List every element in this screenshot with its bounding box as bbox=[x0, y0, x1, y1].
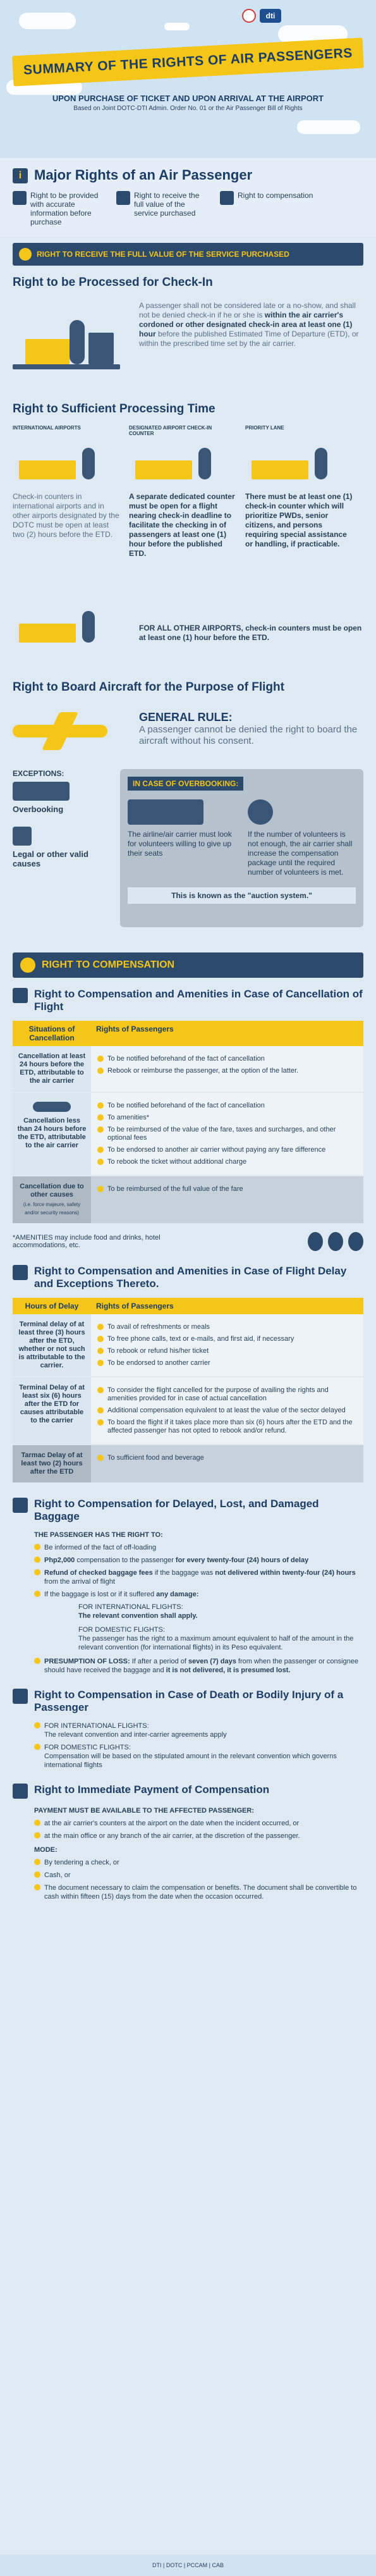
rights-cell bbox=[91, 1176, 363, 1223]
list-item: To be endorsed to another carrier bbox=[97, 1359, 357, 1367]
clock-icon bbox=[13, 1265, 28, 1280]
situation-cell: Terminal Delay of at least six (6) hours after the ETD for causes attributable to the carrier bbox=[13, 1377, 91, 1444]
death-header bbox=[13, 1689, 363, 1714]
table-row bbox=[13, 1176, 363, 1224]
list-item: Refund of checked baggage fees if the baggage was not delivered within twenty-four (24) hours from the arrival of flight bbox=[34, 1568, 363, 1586]
counter-illustration bbox=[19, 460, 76, 479]
counter-illustration bbox=[25, 339, 70, 364]
list-item: Rebook or reimburse the passenger, at the option of the latter. bbox=[97, 1067, 357, 1075]
list-item: To rebook or refund his/her ticket bbox=[97, 1347, 357, 1355]
airplane-icon bbox=[33, 1102, 71, 1112]
list-item: Php2,000 compensation to the passenger for every twenty-four (24) hours of delay bbox=[34, 1556, 363, 1565]
death-body bbox=[34, 1722, 363, 1770]
person-icon bbox=[198, 448, 211, 479]
bullet-icon bbox=[97, 1159, 104, 1165]
boarding-section bbox=[0, 681, 376, 952]
dti-logo: dti bbox=[260, 9, 281, 23]
processing-columns bbox=[13, 492, 363, 558]
major-rights-title: Major Rights of an Air Passenger bbox=[34, 167, 253, 183]
checkbox-icon bbox=[220, 191, 234, 205]
bullet-icon bbox=[97, 1407, 104, 1414]
intl-baggage-text: The relevant convention shall apply. bbox=[78, 1612, 198, 1620]
column-header: Situations of Cancellation bbox=[28, 1025, 75, 1042]
person-icon bbox=[82, 611, 95, 643]
checkbox-icon bbox=[13, 191, 27, 205]
list-item: Additional compensation equivalent to at least the value of the sector delayed bbox=[97, 1407, 357, 1415]
checkbox-icon bbox=[116, 191, 130, 205]
cancellation-table-head bbox=[13, 1021, 363, 1046]
processing-illustrations bbox=[13, 441, 363, 486]
counter-illustration bbox=[252, 460, 308, 479]
compensation-bar bbox=[13, 952, 363, 978]
payment-section bbox=[0, 1784, 376, 1901]
bullet-icon bbox=[97, 1114, 104, 1121]
situation-cell: Cancellation less than 24 hours before the ETD, attributable to the air carrier bbox=[13, 1093, 91, 1175]
document-icon bbox=[34, 1884, 40, 1890]
payment-icon bbox=[13, 1784, 28, 1799]
baggage-section bbox=[0, 1498, 376, 1675]
general-rule-text: A passenger cannot be denied the right to board the aircraft without his consent. bbox=[139, 724, 358, 746]
dom-baggage bbox=[78, 1625, 363, 1652]
bullet-icon bbox=[34, 1569, 40, 1575]
list-item: To sufficient food and beverage bbox=[97, 1454, 357, 1462]
situation-cell: Tarmac Delay of at least two (2) hours after the ETD bbox=[13, 1445, 91, 1482]
person-icon bbox=[82, 448, 95, 479]
exceptions-list bbox=[13, 782, 107, 868]
basis-text: Based on Joint DOTC-DTI Admin. Order No. 01 or the Air Passenger Bill of Rights bbox=[73, 105, 303, 112]
general-rule bbox=[139, 711, 363, 747]
list-item: If the baggage is lost or if it suffered any damage: bbox=[34, 1590, 363, 1599]
list-item: By tendering a check, or bbox=[34, 1858, 363, 1867]
table-row bbox=[13, 1093, 363, 1176]
page-title: SUMMARY OF THE RIGHTS OF AIR PASSENGERS bbox=[23, 46, 353, 78]
priority-lane-text: There must be at least one (1) check-in counter which will prioritize PWDs, senior citizens, and persons requiring special assistance or handling, if practicable. bbox=[245, 492, 353, 548]
bullet-icon bbox=[97, 1360, 104, 1366]
delay-table bbox=[13, 1298, 363, 1484]
rights-cell bbox=[91, 1046, 363, 1092]
dom-baggage-title: FOR DOMESTIC FLIGHTS: bbox=[78, 1626, 165, 1634]
boarding-title: Right to Board Aircraft for the Purpose of Flight bbox=[13, 681, 284, 694]
overbooking-label: Overbooking bbox=[13, 804, 64, 814]
column-header: Rights of Passengers bbox=[96, 1302, 174, 1310]
info-icon: i bbox=[13, 168, 28, 183]
delay-section bbox=[0, 1265, 376, 1484]
subtitle: UPON PURCHASE OF TICKET AND UPON ARRIVAL AT THE AIRPORT bbox=[52, 94, 324, 103]
checkin-text: A passenger shall not be considered late or a no-show, and shall not be denied check-in if he or she is within the air carrier's cordoned or other designated check-in area at least one (1) hour before the published Estimated Time of Departure (ETD), or within the prescribed time set by the air carrier. bbox=[139, 301, 359, 348]
processing-section bbox=[0, 402, 376, 681]
counter-illustration bbox=[19, 624, 76, 643]
situation-cell: Cancellation due to other causes (i.e. force majeure, safety and/or security reasons) bbox=[13, 1176, 91, 1223]
bullet-icon bbox=[97, 1348, 104, 1354]
delay-header bbox=[13, 1265, 363, 1290]
bullet-icon bbox=[34, 1820, 40, 1826]
other-airports-text: FOR ALL OTHER AIRPORTS, check-in counters must be open at least one (1) hour before the ETD. bbox=[139, 624, 362, 642]
international-label: INTERNATIONAL AIRPORTS bbox=[13, 425, 81, 431]
bullet-icon bbox=[97, 1147, 104, 1153]
major-rights bbox=[0, 158, 376, 237]
list-item: at the air carrier's counters at the airport on the date when the incident occurred, or bbox=[34, 1819, 363, 1828]
luggage-icon bbox=[88, 333, 114, 364]
wheelchair-icon bbox=[315, 448, 327, 479]
legal-document-icon bbox=[13, 827, 32, 846]
processing-title: Right to Sufficient Processing Time bbox=[13, 402, 215, 416]
list-item: To amenities* bbox=[97, 1114, 357, 1122]
bullet-icon bbox=[97, 1186, 104, 1192]
intl-counter-illustration bbox=[13, 441, 120, 486]
list-item: To be reimbursed of the value of the fare, taxes and surcharges, and other optional fees bbox=[97, 1126, 357, 1142]
list-item: at the main office or any branch of the air carrier, at the discretion of the passenger. bbox=[34, 1832, 363, 1840]
rights-cell bbox=[91, 1445, 363, 1482]
checkin-title: Right to be Processed for Check-In bbox=[13, 276, 213, 289]
list-item: Cash, or bbox=[34, 1871, 363, 1880]
dom-baggage-text: The passenger has the right to a maximum amount equivalent to half of the amount in the relevant convention (for international flights) in its Peso equivalent. bbox=[78, 1635, 354, 1651]
list-item: To be notified beforehand of the fact of cancellation bbox=[97, 1102, 357, 1110]
list-item: To avail of refreshments or meals bbox=[97, 1323, 357, 1331]
list-item: To board the flight if it takes place more than six (6) hours after the ETD and the affected passenger has not opted to rebook and/or refund. bbox=[97, 1419, 357, 1435]
seal-logo bbox=[242, 9, 256, 23]
situation-note: (i.e. force majeure, safety and/or security reasons) bbox=[23, 1202, 81, 1216]
delay-title: Right to Compensation and Amenities in Case of Flight Delay and Exceptions Thereto. bbox=[34, 1265, 347, 1290]
list-item: To be endorsed to another air carrier without paying any fare difference bbox=[97, 1146, 357, 1154]
rights-cell bbox=[91, 1314, 363, 1376]
table-row bbox=[13, 1046, 363, 1093]
agency-logos bbox=[242, 9, 281, 23]
situation-cell: Cancellation at least 24 hours before the ETD, attributable to the air carrier bbox=[13, 1046, 91, 1092]
processing-labels bbox=[13, 425, 363, 436]
baggage-body bbox=[34, 1531, 363, 1675]
designated-counter-illustration bbox=[129, 441, 236, 486]
payment-lead: PAYMENT MUST BE AVAILABLE TO THE AFFECTED PASSENGER: bbox=[34, 1807, 254, 1815]
death-section bbox=[0, 1689, 376, 1770]
major-right-item: Right to compensation bbox=[220, 191, 315, 226]
list-item: The document necessary to claim the compensation or benefits. The document shall be convertible to cash within fifteen (15) days from the date when the occasion occurred. bbox=[34, 1883, 363, 1901]
food-icon bbox=[308, 1232, 323, 1251]
list-item: FOR DOMESTIC FLIGHTS: Compensation will be based on the stipulated amount in the relevant convention which governs international flights bbox=[34, 1743, 363, 1770]
list-item: FOR INTERNATIONAL FLIGHTS: The relevant convention and inter-carrier agreements apply bbox=[34, 1722, 363, 1739]
overbooking-steps bbox=[128, 799, 356, 877]
situation-cell: Terminal delay of at least three (3) hours after the ETD, whether or not such is attributable to the carrier. bbox=[13, 1314, 91, 1376]
bullet-icon bbox=[97, 1126, 104, 1133]
overbooking-step: If the number of volunteers is not enough, the air carrier shall increase the compensation package until the required number of volunteers is met. bbox=[248, 799, 355, 877]
major-rights-list bbox=[13, 191, 363, 226]
calendar-icon bbox=[13, 988, 28, 1003]
bullet-icon bbox=[97, 1455, 104, 1461]
amenity-icons bbox=[308, 1232, 363, 1251]
payment-body bbox=[34, 1806, 363, 1901]
bullet-icon bbox=[97, 1056, 104, 1062]
counter-illustration bbox=[135, 460, 192, 479]
legal-label: Legal or other valid causes bbox=[13, 849, 88, 868]
major-right-item: Right to receive the full value of the service purchased bbox=[116, 191, 211, 226]
cash-icon bbox=[34, 1871, 40, 1878]
priority-label: PRIORITY LANE bbox=[245, 425, 284, 431]
checkin-section bbox=[0, 276, 376, 402]
list-item: To rebook the ticket without additional charge bbox=[97, 1158, 357, 1166]
cloud bbox=[297, 120, 360, 134]
bullet-icon bbox=[34, 1744, 40, 1750]
bullet-icon bbox=[97, 1324, 104, 1330]
bullet-icon bbox=[34, 1722, 40, 1729]
bullet-icon bbox=[34, 1832, 40, 1839]
bullet-icon bbox=[97, 1387, 104, 1393]
table-row bbox=[13, 1445, 363, 1484]
full-value-label: RIGHT TO RECEIVE THE FULL VALUE OF THE SERVICE PURCHASED bbox=[37, 250, 289, 259]
header bbox=[0, 0, 376, 158]
bullet-icon bbox=[34, 1591, 40, 1597]
designated-label: DESIGNATED AIRPORT CHECK-IN COUNTER bbox=[129, 425, 212, 436]
column-header: Hours of Delay bbox=[25, 1302, 79, 1310]
rights-cell bbox=[91, 1093, 363, 1175]
death-title: Right to Compensation in Case of Death or Bodily Injury of a Passenger bbox=[34, 1689, 344, 1713]
amenities-note: *AMENITIES may include food and drinks, hotel accommodations, etc. bbox=[13, 1234, 161, 1249]
bullet-icon bbox=[97, 1419, 104, 1426]
bullet-icon bbox=[97, 1336, 104, 1342]
mode-label: MODE: bbox=[34, 1846, 58, 1854]
payment-header bbox=[13, 1784, 363, 1799]
list-item: To be reimbursed of the full value of the fare bbox=[97, 1185, 357, 1193]
compensation-label: RIGHT TO COMPENSATION bbox=[42, 959, 175, 970]
cancellation-section bbox=[0, 988, 376, 1251]
general-rule-title: GENERAL RULE: bbox=[139, 711, 233, 724]
overbooking-case-title: IN CASE OF OVERBOOKING: bbox=[128, 777, 243, 791]
list-item: To free phone calls, text or e-mails, and first aid, if necessary bbox=[97, 1335, 357, 1343]
list-item: Be informed of the fact of off-loading bbox=[34, 1543, 363, 1552]
luggage-icon bbox=[13, 1498, 28, 1513]
cancellation-table bbox=[13, 1021, 363, 1224]
intl-baggage bbox=[78, 1603, 363, 1620]
check-icon bbox=[34, 1859, 40, 1865]
footer: DTI | DOTC | PCCAM | CAB bbox=[0, 2554, 376, 2576]
person-icon bbox=[70, 320, 85, 364]
floor-line bbox=[13, 364, 120, 369]
medical-icon bbox=[13, 1689, 28, 1704]
list-item: To consider the flight cancelled for the purpose of availing the rights and amenities provided for in case of actual cancellation bbox=[97, 1386, 357, 1403]
people-icon bbox=[128, 799, 203, 825]
bullet-icon bbox=[97, 1068, 104, 1074]
table-row bbox=[13, 1314, 363, 1377]
amenities-row bbox=[13, 1232, 363, 1251]
bullet-icon bbox=[34, 1556, 40, 1563]
overbooking-step: The airline/air carrier must look for volunteers willing to give up their seats bbox=[128, 799, 235, 877]
dedicated-counter-text: A separate dedicated counter must be open for a flight nearing check-in deadline to facilitate the checking in of passengers at least one (1) hour before the published ETD. bbox=[129, 492, 235, 558]
drink-icon bbox=[328, 1232, 343, 1251]
priority-counter-illustration bbox=[245, 441, 353, 486]
cancellation-title: Right to Compensation and Amenities in Case of Cancellation of Flight bbox=[34, 988, 363, 1013]
column-header: Rights of Passengers bbox=[96, 1025, 174, 1033]
rights-cell bbox=[91, 1377, 363, 1444]
table-row bbox=[13, 1377, 363, 1445]
bullet-icon bbox=[97, 1102, 104, 1109]
hotel-icon bbox=[348, 1232, 363, 1251]
list-item: To be notified beforehand of the fact of cancellation bbox=[97, 1055, 357, 1063]
major-right-item: Right to be provided with accurate information before purchase bbox=[13, 191, 107, 226]
airplane-illustration bbox=[13, 712, 114, 750]
baggage-header bbox=[13, 1498, 363, 1523]
full-value-bar bbox=[13, 243, 363, 266]
payment-title: Right to Immediate Payment of Compensation bbox=[34, 1784, 270, 1796]
checkin-illustration bbox=[13, 301, 120, 383]
money-icon bbox=[248, 799, 273, 825]
intl-baggage-title: FOR INTERNATIONAL FLIGHTS: bbox=[78, 1603, 183, 1611]
list-item: PRESUMPTION OF LOSS: If after a period of seven (7) days from when the passenger or consignee should have received the baggage and it is not delivered, it is presumed lost. bbox=[34, 1657, 363, 1675]
other-airport-illustration bbox=[13, 611, 120, 655]
check-icon bbox=[20, 958, 35, 973]
exceptions-label: EXCEPTIONS: bbox=[13, 769, 64, 778]
cloud bbox=[19, 13, 76, 29]
bullet-icon bbox=[34, 1658, 40, 1664]
baggage-title: Right to Compensation for Delayed, Lost, and Damaged Baggage bbox=[34, 1498, 319, 1522]
cancellation-header bbox=[13, 988, 363, 1013]
check-icon bbox=[19, 248, 32, 261]
overbooking-box bbox=[120, 769, 363, 927]
airplane-icon bbox=[164, 23, 190, 30]
bullet-icon bbox=[34, 1544, 40, 1550]
baggage-lead: THE PASSENGER HAS THE RIGHT TO: bbox=[34, 1531, 163, 1539]
overbooking-icon bbox=[13, 782, 70, 801]
intl-airports-text: Check-in counters in international airports and in other airports designated by the DOTC must be open at least two (2) hours before the ETD. bbox=[13, 492, 119, 539]
auction-note: This is known as the "auction system." bbox=[128, 887, 356, 904]
delay-table-head bbox=[13, 1298, 363, 1314]
title-banner bbox=[12, 38, 364, 87]
